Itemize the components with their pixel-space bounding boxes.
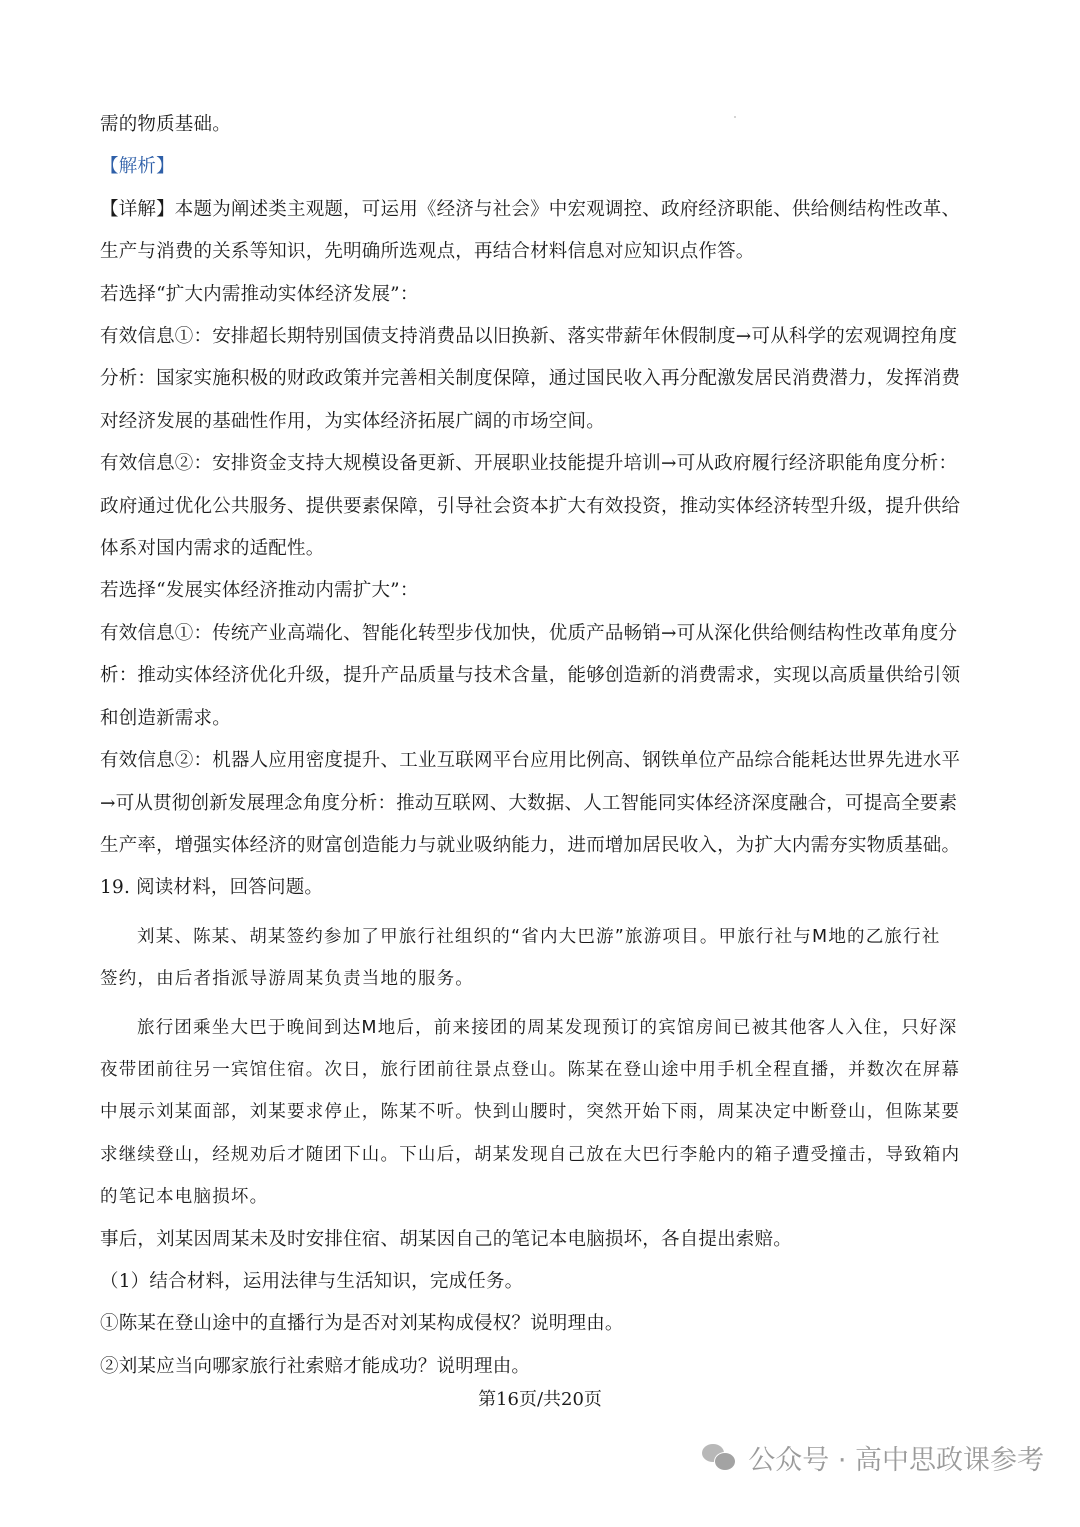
text-line: 有效信息②：机器人应用密度提升、工业互联网平台应用比例高、钢铁单位产品综合能耗达世界先进水平 bbox=[100, 750, 961, 772]
text-line: 和创造新需求。 bbox=[100, 707, 231, 729]
chat-bubbles-icon bbox=[702, 1442, 738, 1472]
material-line: 中展示刘某面部，刘某要求停止，陈某不听。快到山腰时，突然开始下雨，周某决定中断登山，但陈某要 bbox=[100, 1102, 961, 1123]
text-line: 对经济发展的基础性作用，为实体经济拓展广阔的市场空间。 bbox=[100, 410, 605, 432]
text-line: 事后，刘某因周某未及时安排住宿、胡某因自己的笔记本电脑损坏，各自提出索赔。 bbox=[100, 1228, 792, 1250]
material-line: 的笔记本电脑损坏。 bbox=[100, 1187, 269, 1208]
text-line: 体系对国内需求的适配性。 bbox=[100, 538, 325, 560]
text-line: →可从贯彻创新发展理念角度分析：推动互联网、大数据、人工智能同实体经济深度融合，可提高全要素 bbox=[100, 792, 958, 814]
task-item: ①陈某在登山途中的直播行为是否对刘某构成侵权？说明理由。 bbox=[100, 1313, 624, 1335]
text-line: 若选择“发展实体经济推动内需扩大”： bbox=[100, 580, 419, 602]
watermark bbox=[702, 1437, 1044, 1477]
text-line: 若选择“扩大内需推动实体经济发展”： bbox=[100, 283, 419, 305]
text-line: 政府通过优化公共服务、提供要素保障，引导社会资本扩大有效投资，推动实体经济转型升级，提升供给 bbox=[100, 495, 961, 517]
material-line: 夜带团前往另一宾馆住宿。次日，旅行团前往景点登山。陈某在登山途中用手机全程直播，并数次在屏幕 bbox=[100, 1059, 961, 1080]
text-line: 分析：国家实施积极的财政政策并完善相关制度保障，通过国民收入再分配激发居民消费潜力，发挥消费 bbox=[100, 368, 961, 390]
page-number: 第16页/共20页 bbox=[478, 1389, 602, 1410]
text-line: 析：推动实体经济优化升级，提升产品质量与技术含量，能够创造新的消费需求，实现以高质量供给引领 bbox=[100, 665, 961, 687]
text-line: 生产与消费的关系等知识，先明确所选观点，再结合材料信息对应知识点作答。 bbox=[100, 241, 755, 263]
task-item: ②刘某应当向哪家旅行社索赔才能成功？说明理由。 bbox=[100, 1355, 531, 1377]
analysis-heading: 【解析】 bbox=[100, 156, 175, 178]
text-line: 有效信息②：安排资金支持大规模设备更新、开展职业技能提升培训→可从政府履行经济职能角度分析： bbox=[100, 453, 958, 475]
text-line: 【详解】本题为阐述类主观题，可运用《经济与社会》中宏观调控、政府经济职能、供给侧结构性改革、 bbox=[100, 198, 961, 220]
material-line: 刘某、陈某、胡某签约参加了甲旅行社组织的“省内大巴游”旅游项目。甲旅行社与M地的乙旅行社 bbox=[137, 926, 941, 947]
text-line: 生产率，增强实体经济的财富创造能力与就业吸纳能力，进而增加居民收入，为扩大内需夯实物质基础。 bbox=[100, 834, 961, 856]
material-line: 旅行团乘坐大巴于晚间到达M地后，前来接团的周某发现预订的宾馆房间已被其他客人入住，只好深 bbox=[137, 1017, 958, 1038]
watermark-text: 公众号 · 高中思政课参考 bbox=[748, 1444, 1044, 1476]
page-content bbox=[100, 104, 980, 1388]
material-line: 签约，由后者指派导游周某负责当地的服务。 bbox=[100, 969, 474, 990]
question-title: 19. 阅读材料，回答问题。 bbox=[100, 877, 324, 899]
text-line: 需的物质基础。 bbox=[100, 114, 231, 135]
text-line: 有效信息①：安排超长期特别国债支持消费品以旧换新、落实带薪年休假制度→可从科学的宏观调控角度 bbox=[100, 326, 958, 348]
text-line: 有效信息①：传统产业高端化、智能化转型步伐加快，优质产品畅销→可从深化供给侧结构性改革角度分 bbox=[100, 622, 958, 644]
material-line: 求继续登山，经规劝后才随团下山。下山后，胡某发现自己放在大巴行李舱内的箱子遭受撞击，导致箱内 bbox=[100, 1144, 961, 1165]
sub-question: （1）结合材料，运用法律与生活知识，完成任务。 bbox=[100, 1270, 524, 1292]
